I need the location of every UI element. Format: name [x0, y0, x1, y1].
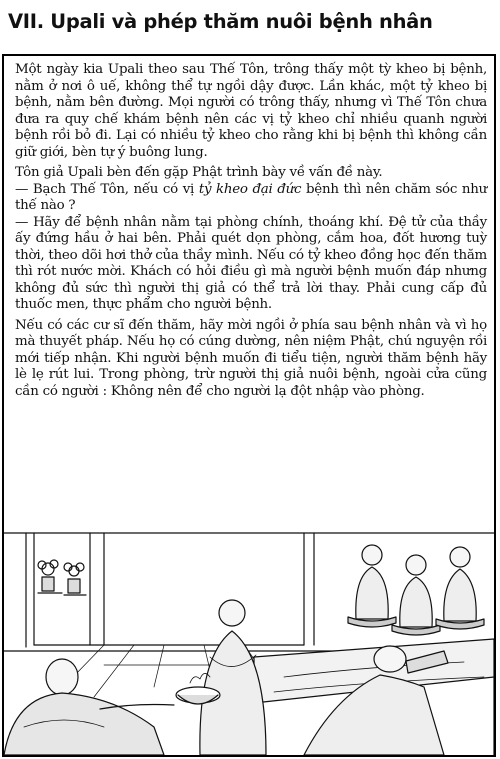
paragraph-5: Nếu có các cư sĩ đến thăm, hãy mời ngồi ở phía sau bệnh nhân và vì họ mà thuyết pháp. Nếu họ có cúng dường, nên niệm Phật, chú nguyện rồi mới tiếp nhận. Khi người bệnh muốn đi tiểu tiện, người thăm bệnh hãy lè lẹ rút lui. Trong phòng, trừ người thị giả nuôi bệnh, ngoài cửa cũng cần có người : Không nên để cho người lạ đột nhập vào phòng. [15, 317, 487, 399]
page-title: VII. Upali và phép thăm nuôi bệnh nhân [8, 10, 433, 33]
elder-monk [4, 659, 174, 755]
attending-monk [176, 600, 266, 755]
paragraph-3-emphasis: tỷ kheo đại đức [198, 181, 302, 197]
illustration [4, 527, 494, 755]
content-frame [2, 54, 496, 757]
body-text [15, 62, 487, 404]
flower-pot-right [64, 563, 86, 595]
seated-monk-1 [348, 545, 396, 627]
paragraph-3-start: — Bạch Thế Tôn, nếu có vị [15, 181, 199, 197]
flower-pot-left [38, 560, 62, 593]
paragraph-3-end: bệnh thì nên chăm sóc như thế nào ? [15, 181, 487, 213]
seated-monk-2 [392, 555, 440, 635]
paragraph-3 [15, 182, 487, 215]
paragraph-4: — Hãy để bệnh nhân nằm tại phòng chính, thoáng khí. Đệ tử của thầy ấy đứng hầu ở hai bên. Phải quét dọn phòng, cắm hoa, đốt hương tuỳ thời, theo dõi hơi thở của thầy mình. Nếu có tỷ kheo đồng học đến thăm thì rót nước mời. Khách có hỏi điều gì mà người bệnh muốn đáp nhưng không đủ sức thì người thị giả có thể trả lời thay. Phải cung cấp đủ thuốc men, thực phẩm cho người bệnh. [15, 214, 487, 312]
seated-monk-3 [436, 547, 484, 629]
paragraph-1: Một ngày kia Upali theo sau Thế Tôn, trông thấy một tỳ kheo bị bệnh, nằm ở nơi ô uế, không thể tự ngồi dậy được. Lần khác, một tỷ kheo bị bệnh, nằm bên đường. Mọi người có trông thấy, nhưng vì Thế Tôn chưa đưa ra quy chế khám bệnh nên các vị tỷ kheo chỉ nhiều quanh người bệnh rồi bỏ đi. Lại có nhiều tỷ kheo cho rằng khi bị bệnh thì không cần giữ giới, bèn tự ý buông lung. [15, 62, 487, 160]
paragraph-2: Tôn giả Upali bèn đến gặp Phật trình bày về vấn đề này. [15, 165, 383, 180]
